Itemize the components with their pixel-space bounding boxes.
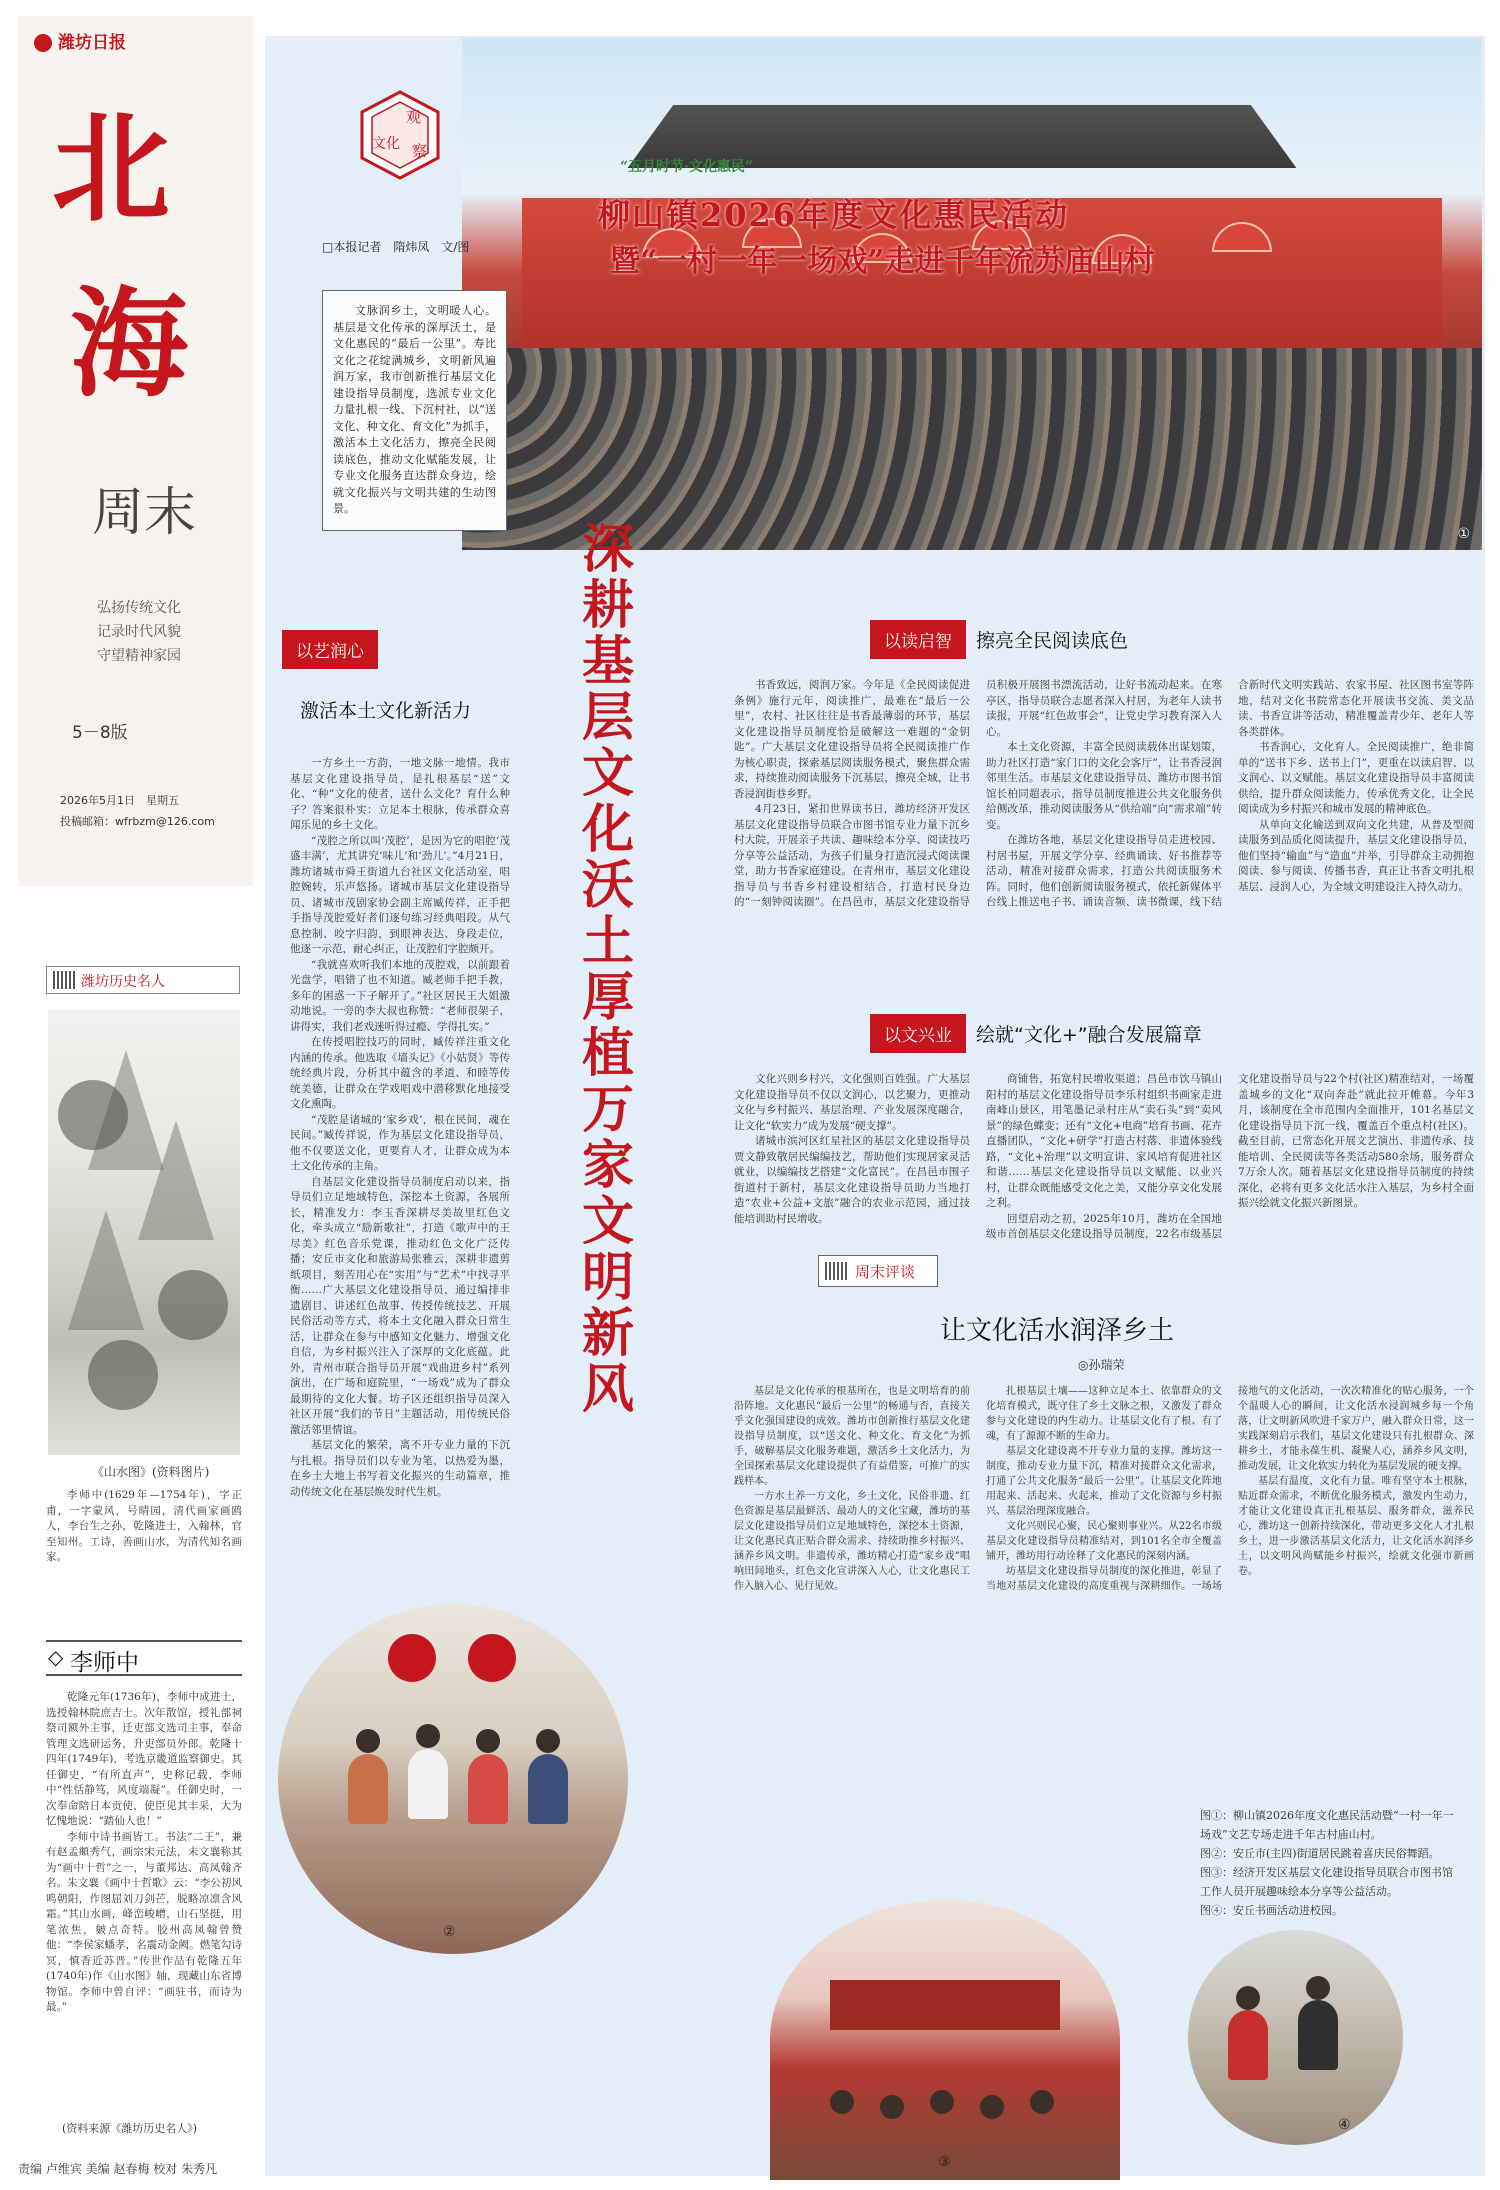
banner-title-2: 暨“一村一年一场戏”走进千年流苏庙山村 xyxy=(610,244,1155,279)
commentary-author: ◎孙瑞荣 xyxy=(1078,1358,1125,1372)
section-3-body: 文化兴则乡村兴，文化强则百姓强。广大基层文化建设指导员不仅以文润心，以艺聚力，更推动文化与乡村振兴、基层治理、产业发展深度融合，让文化“软实力”成为发展“硬支撑”。 诸城市滨河区红星社区的基层文化建设指导员贾文静致敬居民编编技艺，帮助他们实现居家灵活就业，以编编技艺搭建“文化富民”。在昌邑市围子街道村于新村，基层文化建设指导员助力当地打造“农业+公益+文旅”融合的农业示范园，通过技能培训助村民增收。 商铺售，拓宽村民增收渠道；昌邑市饮马镇山阳村的基层文化建设指导员李乐村组织书画家走进南峰山景区，用笔墨记录村庄从“卖石头”到“卖风景”的绿色蝶变；还有“文化+电商”培育书画、花卉直播团队，“文化+研学”打造古村落、非遗体验线路，“文化+治理”以文明宣讲、家风培育促进社区和谐……基层文化建设指导员以文赋能、以业兴村，让群众既能感受文化之美，又能分享文化发展之利。 回望启动之初，2025年10月，潍坊在全国地级市首创基层文化建设指导员制度，22名市级基层文化建设指导员与22个村(社区)精准结对，一场覆盖城乡的文化“双向奔赴”就此拉开帷幕。今年3月，该制度在全市范围内全面推开，101名基层文化建设指导员下沉一线，覆盖百个重点村(社区)。截至目前，已常态化开展文艺演出、非遗传承、技能培训、全民阅读等各类活动580余场，服务群众7万余人次。随着基层文化建设指导员制度的持续深化，必将有更多文化活水注入基层，为乡村全面振兴绘就文化振兴新图景。 xyxy=(734,1073,1474,1240)
section-2-header: 以读启智 擦亮全民阅读底色 xyxy=(870,620,1138,656)
masthead-slogan: 弘扬传统文化 记录时代风貌 守望精神家园 xyxy=(97,600,181,664)
culture-watch-badge xyxy=(358,90,442,180)
banner-title: 柳山镇2026年度文化惠民活动 xyxy=(598,196,1070,234)
photo-number-4: ④ xyxy=(1338,2117,1351,2133)
masthead-subtitle: 周末 xyxy=(92,483,197,543)
hero-photo xyxy=(462,38,1482,550)
badge-char-a: 观 xyxy=(406,108,422,126)
photo-reading-event xyxy=(770,1900,1120,2180)
masthead-title-1: 北 xyxy=(52,99,171,238)
person-name: ◇ 李师中 xyxy=(46,1640,242,1676)
commentary-title: 让文化活水润泽乡土 xyxy=(940,1316,1175,1346)
photo-number-2: ② xyxy=(443,1924,456,1940)
intro-box: 文脉润乡土，文明暖人心。基层是文化传承的深厚沃土，是文化惠民的“最后一公里”。寿比文化之花绽满城乡，文明新风遍润万家，我市创新推行基层文化建设指导员制度，选派专业文化力量扎根一线、下沉村社，以“送文化、种文化、育文化”为抓手，激活本土文化活力，擦亮全民阅读底色，推动文化赋能发展，让专业文化服务直达群众身边，绘就文化振兴与文明共建的生动图景。 xyxy=(322,290,507,531)
section-3-header: 以文兴业 绘就“文化+”融合发展篇章 xyxy=(870,1014,1212,1050)
commentary-column-header: 周末评谈 xyxy=(818,1255,938,1287)
main-headline: 深耕基层文化沃土 厚植万家文明新风 xyxy=(582,520,635,1420)
section-1-body: 一方乡土一方韵，一地文脉一地情。我市基层文化建设指导员，是扎根基层“送”文化、“种”文化的使者，送什么文化？育什么种子？答案很朴实：立足本土根脉，传承群众喜闻乐见的乡土文化。 “茂腔之所以叫‘茂腔’，是因为它的唱腔‘茂盛丰满’，尤其讲究‘味儿’和‘劲儿’。”4月21日，潍坊诸城市舜王街道九台社区文化活动室，唱腔婉转，乐声悠扬。诸城市基层文化建设指导员、诸城市茂剧家协会副主席臧传祥，正手把手指导茂腔爱好者们逐句练习经典唱段。从气息控制、咬字归韵，到眼神表达、身段走位，他逐一示范，耐心纠正，让茂腔们字腔颇开。 “我就喜欢听我们本地的茂腔戏，以前跟着光盘学，唱错了也不知道。臧老师手把手教，多年的困惑一下子解开了。”社区居民王大姐激动地说。一旁的李大叔也称赞：“老师很架子，讲得实，我们老戏迷听得过瘾、学得扎实。” 在传授唱腔技巧的同时，臧传祥注重文化内涵的传承。他选取《墙头记》《小姑贤》等传统经典片段，分析其中蕴含的孝道、和睦等传统美德，让群众在学戏唱戏中潜移默化地接受文化熏陶。 “茂腔是诸城的‘家乡戏’，根在民间，魂在民间。”臧传祥说，作为基层文化建设指导员，他不仅要送文化，更要育人才，让群众成为本土文化传承的主角。 自基层文化建设指导员制度启动以来，指导员们立足地域特色，深挖本土资源，各展所长，精准发力：李玉香深耕尽美故里红色文化，牵头成立“励新歌社”，打造《歌声中的王尽美》红色音乐党课，推动红色文化广泛传播；安丘市文化和旅游局张雅云，深耕非遗剪纸项目，刻苦用心在“实用”与“艺术”中找寻平衡……广大基层文化建设指导员，通过编排非遗剧目、讲述红色故事、传授传统技艺、开展民俗活动等方式，将本土文化融入群众日常生活，让群众在参与中感知文化魅力、增强文化自信，为乡村振兴注入了深厚的文化底蕴。此外，青州市联合指导员开展“戏曲进乡村”系列演出，在广场和庭院里，“一场戏”成为了群众最期待的文化大餐。坊子区还组织指导员深入社区开展“我们的节日”主题活动，用传统民俗激活邻里情谊。 基层文化的繁荣，离不开专业力量的下沉与扎根。指导员们以专业为笔，以热爱为墨，在乡土大地上书写着文化振兴的生动篇章，推动传统文化在基层焕发时代生机。 xyxy=(290,757,510,1498)
page-range: 5－8版 xyxy=(72,723,128,743)
commentary-body: 基层是文化传承的根基所在，也是文明培育的前沿阵地。文化惠民“最后一公里”的畅通与否，直接关乎文化强国建设的成效。潍坊市创新推行基层文化建设指导员制度，以“送文化、种文化、育文化”为抓手，破解基层文化服务难题，激活乡土文化活力，为全国探索基层文化建设提供了有益借鉴，可推广的实践样本。 一方水土养一方文化，乡土文化，民俗非遗、红色资源是基层最鲜活、最动人的文化宝藏，潍坊的基层文化建设指导员们立足地域特色，深挖本土资源，让文化惠民真正贴合群众需求、持续助推乡村振兴、涵养乡风文明。非遗传承，潍坊精心打造“家乡戏”唱响田间地头，红色文化宣讲深入人心，让文化惠民工作入脑入心、见行见效。 扎根基层土壤——这种立足本土、依靠群众的文化培育模式，既守住了乡土文脉之根，又激发了群众参与文化建设的内生动力。让基层文化有了根、有了魂，有了源源不断的生命力。 基层文化建设离不开专业力量的支撑。潍坊这一制度，推动专业力量下沉，精准对接群众文化需求，打通了公共文化服务“最后一公里”。让基层文化阵地用起来、活起来、火起来，推动了文化资源与乡村振兴、基层治理深度融合。 文化兴则民心聚，民心聚则事业兴。从22名市级基层文化建设指导员精准结对，到101名全市全覆盖铺开，潍坊用行动诠释了文化惠民的深刻内涵。 坊基层文化建设指导员制度的深化推进，彰显了当地对基层文化建设的高度重视与深耕细作。一场场接地气的文化活动，一次次精准化的贴心服务，一个个温暖人心的瞬间，让文化活水浸润城乡每一个角落，让文明新风吹进千家万户，融入群众日常，这一实践深刻启示我们，基层文化建设只有扎根群众、深耕乡土，才能永葆生机、凝聚人心，涵养乡风文明，推动发展，让文化软实力转化为基层发展的硬支撑。 基层有温度，文化有力量。唯有坚守本土根脉，贴近群众需求，不断优化服务模式，激发内生动力，才能让文化建设真正扎根基层、服务群众，滋养民心，潍坊这一创新持续深化，带动更多文化人才扎根乡土，进一步激活基层文化活力，让文化活水润泽乡土，以文明风尚赋能乡村振兴，绘就文化强市新画卷。 xyxy=(734,1386,1474,1592)
photo-number: ① xyxy=(1457,526,1470,542)
person-source: (资料来源《潍坊历史名人》) xyxy=(62,2122,198,2135)
logo-icon xyxy=(34,34,52,52)
painting-caption: 《山水图》(资料图片) xyxy=(92,1465,210,1479)
photo-calligraphy-class xyxy=(1188,1930,1403,2145)
section-1-title: 激活本土文化新活力 xyxy=(300,700,472,722)
photo-captions: 图①：柳山镇2026年度文化惠民活动暨“一村一年一场戏”文艺专场走进千年古村庙山村。 图②：安丘市(主四)街道居民跳着喜庆民俗舞蹈。 图③：经济开发区基层文化建设指导员联合市图书馆工作人员开展趣味绘本分享等公益活动。 图④：安丘书画活动进校园。 xyxy=(1200,1809,1454,1917)
issue-info: 2026年5月1日 星期五 投稿邮箱：wfrbzm@126.com xyxy=(60,794,215,828)
editor-credits: 责编 卢维宾 美编 赵春梅 校对 朱秀凡 xyxy=(18,2162,218,2176)
section-2-body: 书香致远，阅润万家。今年是《全民阅读促进条例》施行元年，阅读推广，最难在“最后一公里”，农村、社区往往是书香最薄弱的环节，基层文化建设指导员制度恰是破解这一难题的“金钥匙”。广大基层文化建设指导员将全民阅读推广作为核心职责，探索基层阅读服务模式，聚焦群众需求，持续推动阅读服务下沉基层，擦亮全域，让书香浸润街巷乡野。 4月23日，紧扣世界读书日，潍坊经济开发区基层文化建设指导员联合市图书馆专业力量下沉乡村大院，开展亲子共读、趣味绘本分享、阅读技巧分享等公益活动，为孩子们量身打造沉浸式阅读课堂，助力书香家庭建设。在青州市，基层文化建设指导员与书香乡村建设相结合，打造村民身边的“一刻钟阅读圈”。在昌邑市，基层文化建设指导员积极开展图书漂流活动，让好书流动起来。在寒亭区，指导员联合志愿者深入村居，为老年人读书读报，开展“红色故事会”，让党史学习教育深入人心。 本土文化资源，丰富全民阅读载体出谋划策，助力社区打造“家门口的文化会客厅”，让书香浸润邻里生活。市基层文化建设指导员、潍坊市图书馆馆长柏同超表示，指导员制度推进公共文化服务供给侧改革，推动阅读服务从“供给端”向“需求端”转变。 在潍坊各地，基层文化建设指导员走进校园、村居书屋，开展文学分享、经典诵读、好书推荐等活动，精准对接群众需求，打造公共阅读服务术阵。同时，他们创新阅读服务模式，依托新媒体平台线上推送电子书、诵读音频、读书微课，线下结合新时代文明实践站、农家书屋、社区图书室等阵地，结对文化书院常态化开展读书交流、美文品读、书香宣讲等活动，精准覆盖青少年、老年人等各类群体。 书香润心，文化育人。全民阅读推广，绝非简单的“送书下乡、送书上门”，更重在以读启智、以文润心、以文赋能。基层文化建设指导员丰富阅读供给，提升群众阅读能力，传承优秀文化，让全民阅读成为乡村振兴和城市发展的精神底色。 从单向文化输送到双向文化共建，从普及型阅读服务到品质化阅读提升，基层文化建设指导员，他们坚持“输血”与“造血”并举，引导群众主动拥抱阅读、参与阅读、传播书香，真正让书香文明扎根基层、浸润人心，为全域文明建设注入持久动力。 xyxy=(734,679,1474,908)
byline: □本报记者 隋炜凤 文/图 xyxy=(322,240,470,254)
paper-logo: 潍坊日报 xyxy=(34,28,126,53)
photo-number-3: ③ xyxy=(938,2154,951,2170)
badge-char-b: 文化 xyxy=(372,136,400,152)
left-column xyxy=(0,0,253,2190)
landscape-painting xyxy=(48,1010,240,1455)
person-bio: 乾隆元年(1736年)，李师中成进士，选授翰林院庶吉士。次年散馆，授礼部祠祭司额外主事，迁吏部文选司主事，奉命管理文选研运务，升吏部员外郎。乾隆十四年(1749年)，考选京畿道监察御史。其任御史，“有所直声”，史称记载，李师中“性恬静笃，风度端凝”。任御史时，一次奉命陪日本贡使，使臣见其丰采，大为忆愧地说：“踏仙人也！” 李师中诗书画皆工。书法“二王”，兼有赵孟頫秀气，画宗宋元法，未文襄称其为“画中十哲”之一，与董邦达、高凤翰齐名。朱文襄《画中十哲歌》云：“李公初风鸣朝阳，作图屈刘刀剑芒，脱略凉凛含风霜。”其山水画，峰峦峻嶒，山石坚挺，用笔浓焦，皴点奇特。胶州高凤翰曾赞他：“李侯家蟠孝，名震动金阙。燃笔勾诗冥，慎香近苏晋。”传世作品有乾隆五年(1740年)作《山水图》轴，现藏山东省博物馆。李师中曾自评：“画驻书，而诗为最。” xyxy=(46,1691,242,2013)
badge-char-c: 察 xyxy=(412,142,428,160)
photo-dance-group xyxy=(278,1604,628,1954)
famous-column-header: 潍坊历史名人 xyxy=(46,966,240,994)
masthead-title-2: 海 xyxy=(70,274,189,413)
section-1-tag: 以艺润心 xyxy=(282,630,378,666)
banner-subtitle: “五月时节·文化惠民” xyxy=(620,159,753,175)
person-intro: 李师中(1629年—1754年)，字正甫，一字蒙风，号晴园，清代画家画鸥人，李台生之孙，乾隆进士，入翰林，官至知州。工诗，善画山水，为清代知名画家。 xyxy=(46,1489,242,1563)
